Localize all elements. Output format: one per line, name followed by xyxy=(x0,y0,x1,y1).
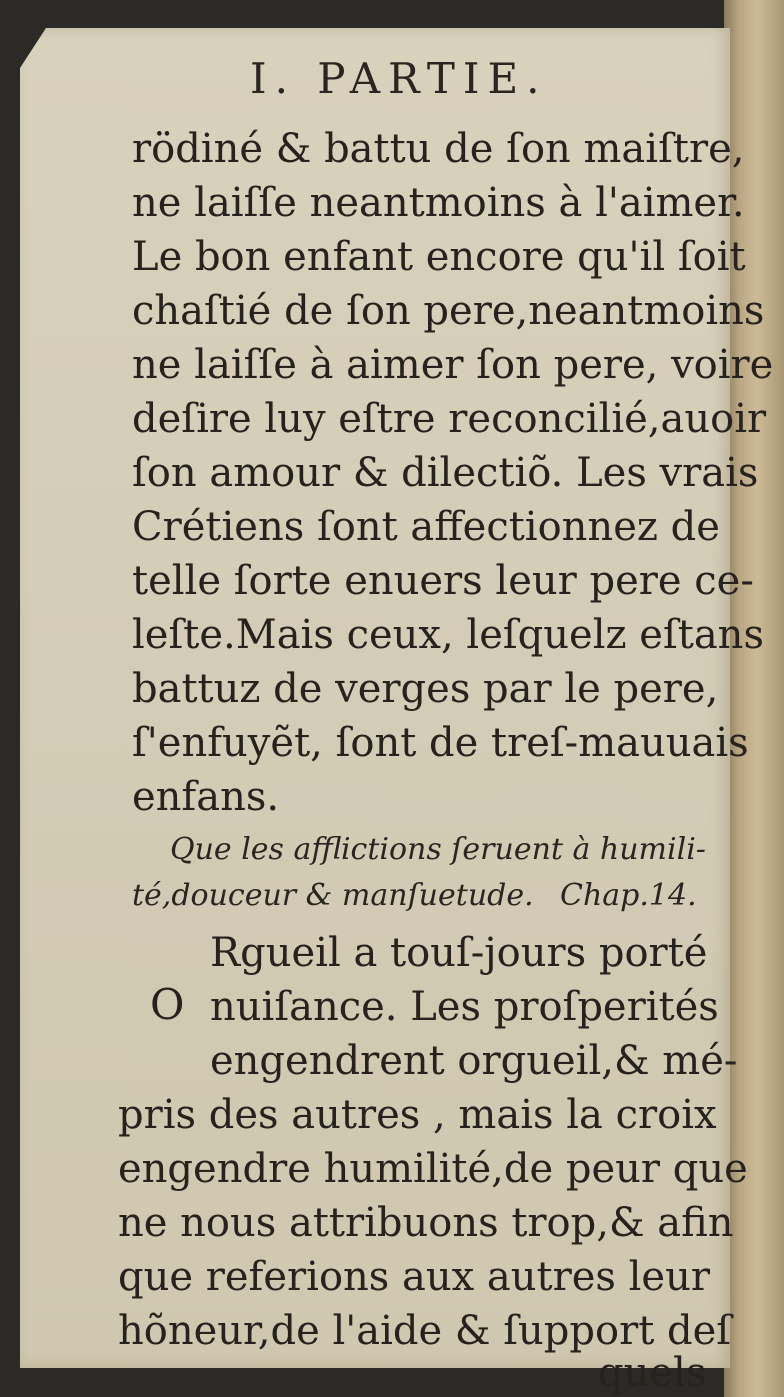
running-header: I. PARTIE. xyxy=(250,54,548,103)
text-line: pris des autres , mais la croix xyxy=(118,1092,717,1138)
text-line: Le bon enfant encore qu'il ſoit xyxy=(132,234,746,280)
text-line: battuz de verges par le pere, xyxy=(132,666,719,712)
text-line: ne laiſſe neantmoins à l'aimer. xyxy=(132,180,745,226)
chapter-title-line: Que les afflictions ſeruent à humili- xyxy=(170,832,706,867)
text-line: enfans. xyxy=(132,774,280,820)
text-line: chaſtié de ſon pere,neantmoins xyxy=(132,288,765,334)
text-line: deſire luy eſtre reconcilié,auoir xyxy=(132,396,767,442)
drop-cap: O xyxy=(150,980,185,1029)
text-line: engendrent orgueil,& mé- xyxy=(210,1038,738,1084)
text-line: telle ſorte enuers leur pere ce- xyxy=(132,558,754,604)
text-line: que referions aux autres leur xyxy=(118,1254,710,1300)
text-line: hõneur,de l'aide & ſupport deſ xyxy=(118,1308,732,1354)
text-line: nuiſance. Les proſperités xyxy=(210,984,719,1030)
text-line: engendre humilité,de peur que xyxy=(118,1146,748,1192)
chapter-title-line: té,douceur & manſuetude. xyxy=(132,878,534,913)
chapter-number: Chap.14. xyxy=(560,878,697,913)
text-line: leſte.Mais ceux, leſquelz eſtans xyxy=(132,612,764,658)
text-line: ne laiſſe à aimer ſon pere, voire xyxy=(132,342,774,388)
text-line: ſ'enfuyẽt, ſont de treſ-mauuais xyxy=(132,720,749,766)
text-line: Rgueil a touſ-jours porté xyxy=(210,930,708,976)
text-line: Crétiens ſont affectionnez de xyxy=(132,504,720,550)
text-line: rödiné & battu de ſon maiſtre, xyxy=(132,126,745,172)
text-line: ne nous attribuons trop,& afin xyxy=(118,1200,734,1246)
text-line: ſon amour & dilectiõ. Les vrais xyxy=(132,450,759,496)
catchword: quels xyxy=(598,1350,707,1396)
